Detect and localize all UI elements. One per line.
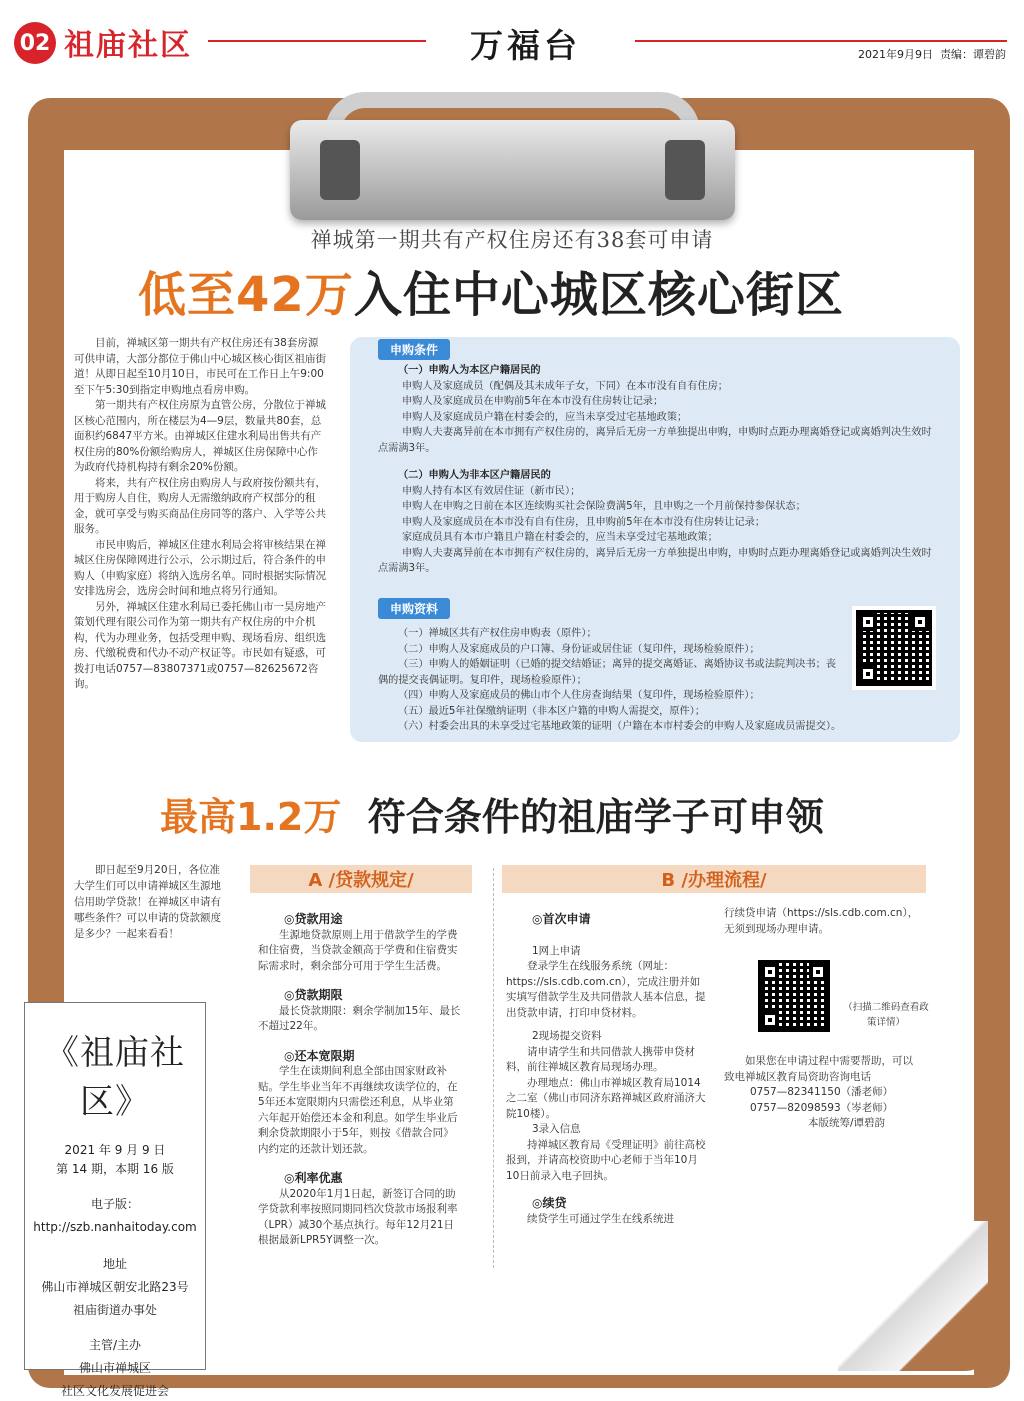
condition-item: 申购人持有本区有效居住证（新市民）； xyxy=(402,485,581,497)
help-text: 如果您在申请过程中需要帮助，可以致电禅城区教育局资助咨询电话 xyxy=(724,1055,913,1083)
dateline xyxy=(858,46,1006,62)
conditions-heading: （二）申购人为非本区户籍居民的 xyxy=(398,470,551,481)
address-line: 佛山市禅城区朝安北路23号 xyxy=(41,1280,189,1294)
sponsor-label: 主管/主办 xyxy=(88,1338,142,1352)
header-rule-left xyxy=(208,40,426,42)
article2-intro-text: 即日起至9月20日，各位准大学生们可以申请禅城区生源地信用助学贷款！在禅城区申请有哪些条件？可以申请的贷款额度是多少？一起来看看！ xyxy=(74,864,221,940)
article1-paragraph: 目前，禅城区第一期共有产权住房还有38套房源可供申请，大部分都位于佛山中心城区核心街区祖庙街道！从即日起至10月10日，市民可在工作日上午9:00至下午5:30到指定申购地点看房申购。 xyxy=(74,337,326,396)
col-b-text: 请申请学生和共同借款人携带申贷材料，前往禅城区教育局现场办理。 xyxy=(506,1045,695,1073)
col-b-step: 3录入信息 xyxy=(532,1123,581,1135)
brand-title: 祖庙社区 xyxy=(64,28,192,63)
page-curl xyxy=(838,1221,988,1371)
sponsor-line: 佛山市禅城区 xyxy=(78,1361,151,1375)
col-b-subhead: ◎首次申请 xyxy=(532,912,591,926)
col-b-step: 2现场提交资料 xyxy=(532,1030,602,1042)
condition-item: 申购人及家庭成员（配偶及其未成年子女，下同）在本市没有自有住房； xyxy=(402,380,728,392)
col-c-text: 行续贷申请（https://sls.cdb.com.cn），无须到现场办理申请。 xyxy=(724,907,919,935)
column-divider xyxy=(493,868,494,1268)
condition-item: 家庭成员具有本市户籍且户籍在村委会的，应当未享受过宅基地政策； xyxy=(402,532,718,543)
material-item: （一）禅城区共有产权住房申购表（原件）； xyxy=(398,628,597,639)
epaper-url[interactable]: http://szb.nanhaitoday.com xyxy=(33,1220,197,1234)
col-b-step: 1网上申请 xyxy=(532,944,581,957)
masthead-box xyxy=(24,1002,206,1398)
article2-intro xyxy=(74,862,228,942)
col-c-body xyxy=(724,906,920,937)
article1-body xyxy=(74,336,326,693)
col-a-title: A /贷款规定/ xyxy=(250,865,472,893)
phone-1: 0757—82341150（潘老师） xyxy=(750,1086,894,1098)
section-title: 万福台 xyxy=(470,26,581,65)
material-item: （三）申购人的婚姻证明（已婚的提交结婚证；离异的提交离婚证、离婚协议书或法院判决书；丧偶的提交丧偶证明。复印件，现场检验原件）； xyxy=(378,659,837,686)
qr-caption: （扫描二维码查看政策详情） xyxy=(843,1002,929,1028)
condition-item: 申购人夫妻离异前在本市拥有产权住房的，离异后无房一方单独提出申购，申购时点距办理离婚登记或离婚判决生效时点需满3年。 xyxy=(378,547,932,574)
material-item: （六）村委会出具的未享受过宅基地政策的证明（户籍在本市村委会的申购人及家庭成员需提交）。 xyxy=(398,721,842,732)
col-a-text: 学生在读期间利息全部由国家财政补贴。学生毕业当年不再继续攻读学位的，在5年还本宽限期内只需偿还利息，从毕业第六年起开始偿还本金和利息。如学生毕业后剩余贷款期限小于5年，则按《借款合同》内约定的还款计划还款。 xyxy=(258,1065,458,1155)
materials-list-cont xyxy=(398,688,948,735)
sponsor-line: 社区文化发展促进会 xyxy=(60,1384,169,1398)
article1-paragraph: 市民申购后，禅城区住建水利局会将审核结果在禅城区住房保障网进行公示，公示期过后，符合条件的申购人（申购家庭）将纳入选房名单。同时根据实际情况安排选房会，选房会时间和地点将另行通知。 xyxy=(74,538,326,597)
clip-slot-left xyxy=(320,140,360,200)
masthead-issue: 第 14 期，本期 16 版 xyxy=(56,1162,174,1176)
article1-paragraph: 将来，共有产权住房由购房人与政府按份额共有，用于购房人自住，购房人无需缴纳政府产权部分的租金，就可享受与购买商品住房同等的落户、入学等公共服务。 xyxy=(74,476,326,535)
article1-paragraph: 另外，禅城区住建水利局已委托佛山市一昊房地产策划代理有限公司作为第一期共有产权住房的中介机构，代为办理业务，包括受理申购、现场看房、组织选房、代缴税费和代办不动产权证等。市民如有疑惑，可拨打电话0757—83807371或0757—82625672咨询。 xyxy=(74,600,326,690)
col-b-text: 持禅城区教育局《受理证明》前往高校报到，并请高校资助中心老师于当年10月10日前录入电子回执。 xyxy=(506,1138,706,1182)
article2-headline xyxy=(160,786,824,841)
col-a-text: 生源地贷款原则上用于借款学生的学费和住宿费，当贷款金额高于学费和住宿费实际需求时，剩余部分可用于学生生活费。 xyxy=(258,928,458,972)
article1-headline-rest: 入住中心城区核心街区 xyxy=(353,267,844,323)
article1-headline-highlight: 低至42万 xyxy=(138,267,354,323)
col-a-text: 最长贷款期限：剩余学制加15年、最长不超过22年。 xyxy=(258,1004,461,1032)
clip-slot-right xyxy=(665,140,705,200)
col-a-subhead: ◎贷款用途 xyxy=(284,912,343,926)
page-credit: 本版统筹/谭碧韵 xyxy=(808,1117,886,1129)
address-label: 地址 xyxy=(102,1257,127,1271)
masthead-date: 2021 年 9 月 9 日 xyxy=(64,1143,166,1157)
condition-item: 申购人及家庭成员在申购前5年在本市没有住房转让记录； xyxy=(402,396,664,407)
material-item: （四）申购人及家庭成员的佛山市个人住房查询结果（复印件，现场检验原件）； xyxy=(398,690,760,701)
col-b-subhead: ◎续贷 xyxy=(532,1196,567,1210)
col-a-subhead: ◎利率优惠 xyxy=(284,1171,343,1185)
col-b-text: 登录学生在线服务系统（网址：https://sls.cdb.com.cn），完成注册并如实填写借款学生及共同借款人基本信息，提出贷款申请，打印申贷材料。 xyxy=(506,960,706,1019)
conditions-list xyxy=(378,363,938,577)
condition-item: 申购人在申购之日前在本区连续购买社会保险费满5年，且申购之一个月前保持参保状态； xyxy=(402,501,806,512)
article1-paragraph: 第一期共有产权住房原为直管公房，分散位于禅城区核心范围内，所在楼层为4—9层，数量共80套，总面积约6847平方米。由禅城区住建水利局出售共有产权住房的80%份额给购房人，禅城区住房保障中心作为政府代持机构持有剩余20%份额。 xyxy=(74,399,326,473)
article2-headline-rest: 符合条件的祖庙学子可申领 xyxy=(367,794,824,839)
material-item: （五）最近5年社保缴纳证明（非本区户籍的申购人需提交，原件）； xyxy=(398,705,706,717)
col-b-title: B /办理流程/ xyxy=(502,865,926,893)
phone-2: 0757—82098593（岑老师） xyxy=(750,1101,894,1114)
help-block xyxy=(724,1054,920,1132)
header-rule-right xyxy=(635,40,1007,42)
qr-code-loan[interactable] xyxy=(754,956,834,1036)
article2-headline-highlight: 最高1.2万 xyxy=(160,795,342,839)
condition-item: 申购人及家庭成员在本市没有自有住房，且申购前5年在本市没有住房转让记录； xyxy=(402,516,766,528)
page-number: 02 xyxy=(14,22,56,64)
epaper-label: 电子版： xyxy=(90,1197,139,1211)
qr-code-housing[interactable] xyxy=(852,606,936,690)
col-b-body xyxy=(506,906,706,1227)
address-line: 祖庙街道办事处 xyxy=(72,1303,157,1317)
col-b-text: 续贷学生可通过学生在线系统进 xyxy=(527,1212,674,1225)
editor: 责编：谭碧韵 xyxy=(940,48,1006,61)
col-b-text: 办理地点：佛山市禅城区教育局1014之二室（佛山市同济东路禅城区政府涌济大院10楼）。 xyxy=(506,1076,706,1120)
condition-item: 申购人及家庭成员户籍在村委会的，应当未享受过宅基地政策； xyxy=(402,411,688,423)
materials-tag: 申购资料 xyxy=(378,598,450,619)
col-a-text: 从2020年1月1日起，新签订合同的助学贷款利率按照同期同档次贷款市场报利率（LPR）减30个基点执行。每年12月21日根据最新LPR5Y调整一次。 xyxy=(258,1187,458,1246)
masthead-title: 《祖庙社区》 xyxy=(45,1033,185,1122)
materials-list xyxy=(378,626,838,688)
material-item: （二）申购人及家庭成员的户口簿、身份证或居住证（复印件，现场检验原件）； xyxy=(398,643,760,655)
conditions-heading: （一）申购人为本区户籍居民的 xyxy=(398,365,541,376)
conditions-tag: 申购条件 xyxy=(378,339,450,360)
col-a-body xyxy=(258,906,464,1249)
article1-headline xyxy=(138,256,844,325)
col-a-subhead: ◎还本宽限期 xyxy=(284,1048,355,1063)
issue-date: 2021年9月9日 xyxy=(858,48,933,61)
col-a-subhead: ◎贷款期限 xyxy=(284,988,343,1002)
condition-item: 申购人夫妻离异前在本市拥有产权住房的，离异后无房一方单独提出申购，申购时点距办理离婚登记或离婚判决生效时点需满3年。 xyxy=(378,427,932,454)
article1-kicker: 禅城第一期共有产权住房还有38套可申请 xyxy=(310,228,714,252)
